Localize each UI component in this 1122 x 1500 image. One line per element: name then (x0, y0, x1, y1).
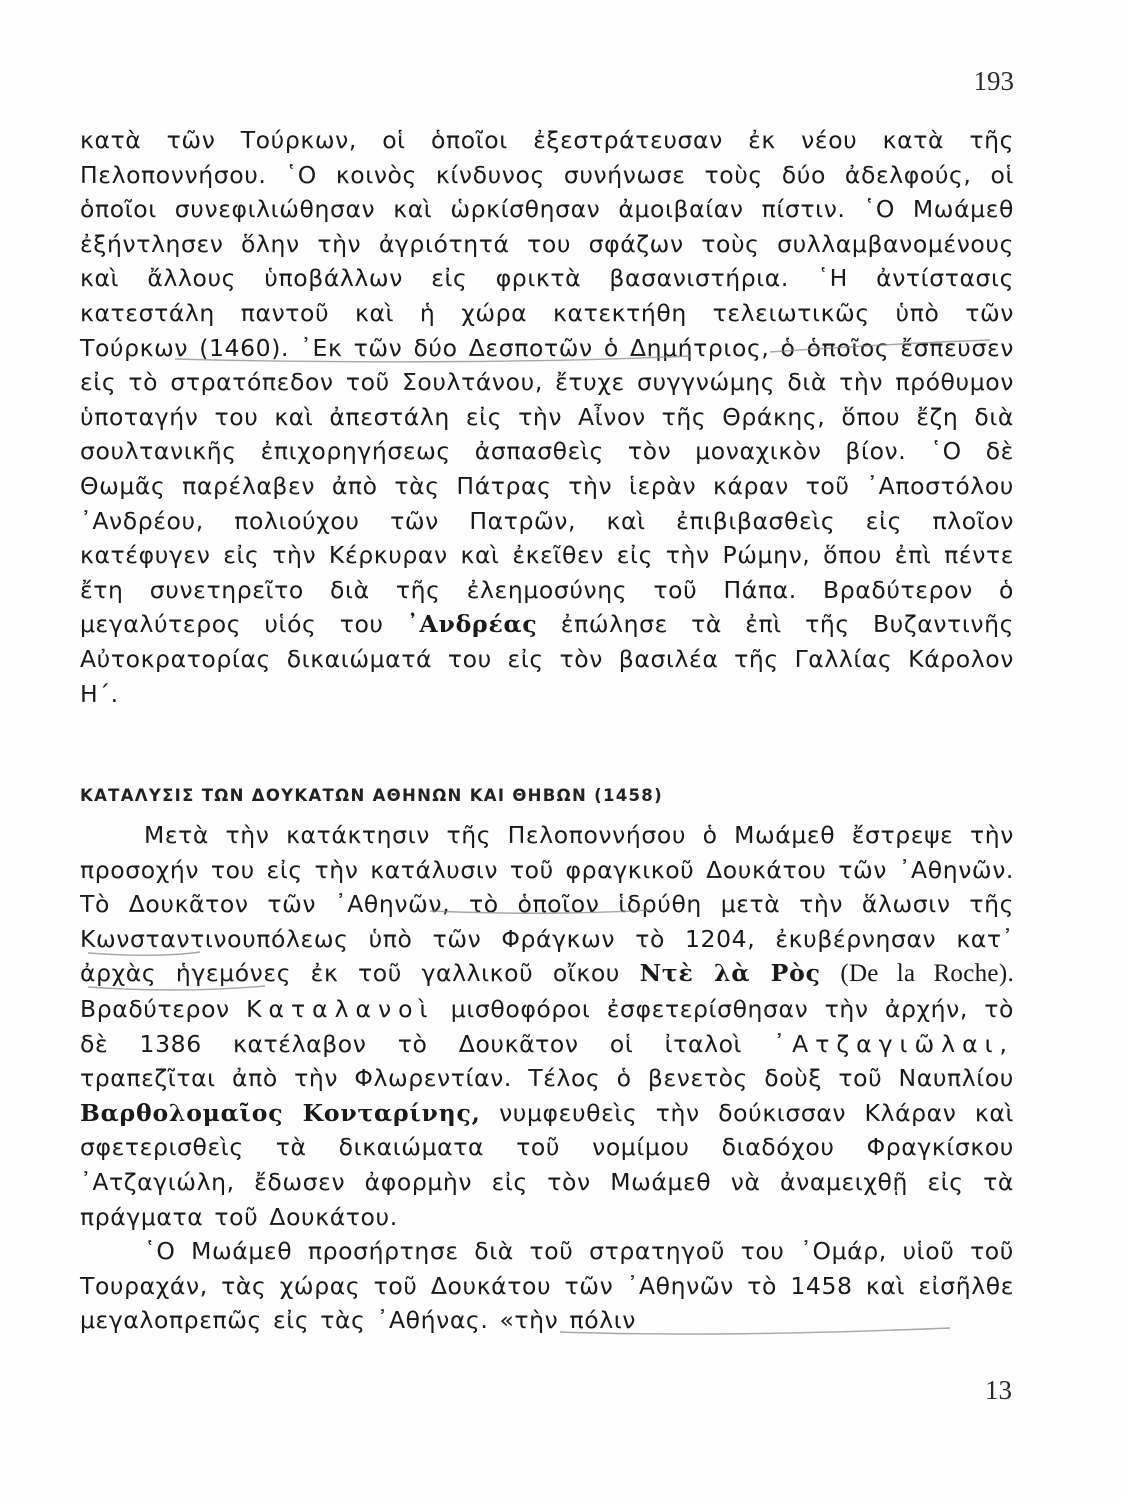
spaced-name-catalans: Καταλανοὶ (246, 994, 435, 1023)
paragraph (80, 123, 1014, 711)
paragraph-2 (80, 1234, 1014, 1338)
page-number: 193 (973, 66, 1014, 96)
paragraph-1-text-a: Μετὰ τὴν κατάκτησιν τῆς Πελοποννήσου ὁ Μωάμεθ ἔστρεψε τὴν προσοχήν του εἰς τὴν κατάλυσιν τοῦ φραγκικοῦ Δουκάτου τῶν ᾿Αθηνῶν. Τὸ Δουκᾶτον τῶν ᾿Αθηνῶν, τὸ ὁποῖον ἱδρύθη μετὰ τὴν ἅλωσιν τῆς Κωνσταντινουπόλεως ὑπὸ τῶν Φράγκων τὸ 1204, ἐκυβέρνησαν κατ᾿ ἀρχὰς ἡγεμόνες ἐκ τοῦ γαλλικοῦ οἴκου (80, 821, 1014, 988)
paragraph-text: κατὰ τῶν Τούρκων, οἱ ὁποῖοι ἐξεστράτευσαν ἐκ νέου κατὰ τῆς Πελοποννήσου. ῾Ο κοινὸς κίνδυνος συνήνωσε τοὺς δύο ἀδελφούς, οἱ ὁποῖοι συνεφιλιώθησαν καὶ ὡρκίσθησαν ἀμοιβαίαν πίστιν. ῾Ο Μωάμεθ ἐξήντλησεν ὅλην τὴν ἀγριότητά του σφάζων τοὺς συλλαμβανομένους καὶ ἄλλους ὑποβάλλων εἰς φρικτὰ βασανιστήρια. ῾Η ἀντίστασις κατεστάλη παντοῦ καὶ ἡ χώρα κατεκτήθη τελειωτικῶς ὑπὸ τῶν Τούρκων (1460). ᾿Εκ τῶν δύο Δεσποτῶν ὁ Δημήτριος, ὁ ὁποῖος ἔσπευσεν εἰς τὸ στρατόπεδον τοῦ Σουλτάνου, ἔτυχε συγγνώμης διὰ τὴν πρόθυμον ὑποταγήν του καὶ ἀπεστάλη εἰς τὴν Αἶνον τῆς Θράκης, ὅπου ἔζη διὰ σουλτανικῆς ἐπιχορηγήσεως ἀσπασθεὶς τὸν μοναχικὸν βίον. ῾Ο δὲ Θωμᾶς παρέλαβεν ἀπὸ τὰς Πάτρας τὴν ἱερὰν κάραν τοῦ ᾿Αποστόλου ᾿Ανδρέου, πολιούχου τῶν Πατρῶν, καὶ ἐπιβιβασθεὶς εἰς πλοῖον κατέφυγεν εἰς τὴν Κέρκυραν καὶ ἐκεῖθεν εἰς τὴν Ρώμην, ὅπου ἐπὶ πέντε ἔτη συνετηρεῖτο διὰ τῆς ἐλεημοσύνης τοῦ Πάπα. Βραδύτερον ὁ μεγαλύτερος υἱός του (80, 126, 1014, 639)
spaced-name-acciaioli: ᾿Ατζαγιῶλαι, (773, 1029, 1014, 1058)
bold-name: ᾿Ανδρέας (406, 610, 538, 639)
signature-mark: 13 (985, 1375, 1012, 1405)
text-block-ending-previous-section (80, 123, 1014, 711)
text-block-section-body (80, 818, 1014, 1338)
paragraph-1-text-d: τραπεζῖται ἀπὸ τὴν Φλωρεντίαν. Τέλος ὁ βενετὸς δοὺξ τοῦ Ναυπλίου (80, 1064, 1014, 1093)
paragraph-1-text-c: μισθοφόροι ἐσφετερίσθησαν τὴν ἀρχήν, τὸ δὲ 1386 κατέλαβον τὸ Δουκᾶτον οἱ ἰταλοὶ (80, 994, 1014, 1058)
latin-name: (De la Roche). (840, 960, 1014, 988)
paragraph-1 (80, 818, 1014, 1234)
paragraph-1-text-e: νυμφευθεὶς τὴν δούκισσαν Κλάραν καὶ σφετερισθεὶς τὰ δικαιώματα τοῦ νομίμου διαδόχου Φραγκίσκου ᾿Ατζαγιώλη, ἔδωσεν ἀφορμὴν εἰς τὸν Μωάμεθ νὰ ἀναμειχθῇ εἰς τὰ πράγματα τοῦ Δουκάτου. (80, 1098, 1015, 1231)
paragraph-text-end: ἐπώλησε τὰ ἐπὶ τῆς Βυζαντινῆς Αὐτοκρατορίας δικαιώματά του εἰς τὸν βασιλέα τῆς Γαλλίας Κάρολον Η΄. (80, 610, 1014, 708)
section-heading: ΚΑΤΑΛΥΣΙΣ ΤΩΝ ΔΟΥΚΑΤΩΝ ΑΘΗΝΩΝ ΚΑΙ ΘΗΒΩΝ (1458) (80, 786, 663, 805)
bold-name-de-la-roche: Ντὲ λὰ Ρὸς (639, 959, 821, 988)
paragraph-2-text: ῾Ο Μωάμεθ προσήρτησε διὰ τοῦ στρατηγοῦ του ᾿Ομάρ, υἱοῦ τοῦ Τουραχάν, τὰς χώρας τοῦ Δουκάτου τῶν ᾿Αθηνῶν τὸ 1458 καὶ εἰσῆλθε μεγαλοπρεπῶς εἰς τὰς ᾿Αθήνας. «τὴν πόλιν (80, 1237, 1014, 1335)
bold-name-contarini: Βαρθολομαῖος Κονταρίνης, (80, 1098, 481, 1127)
paragraph-1-text-b: Βραδύτερον (80, 994, 230, 1023)
